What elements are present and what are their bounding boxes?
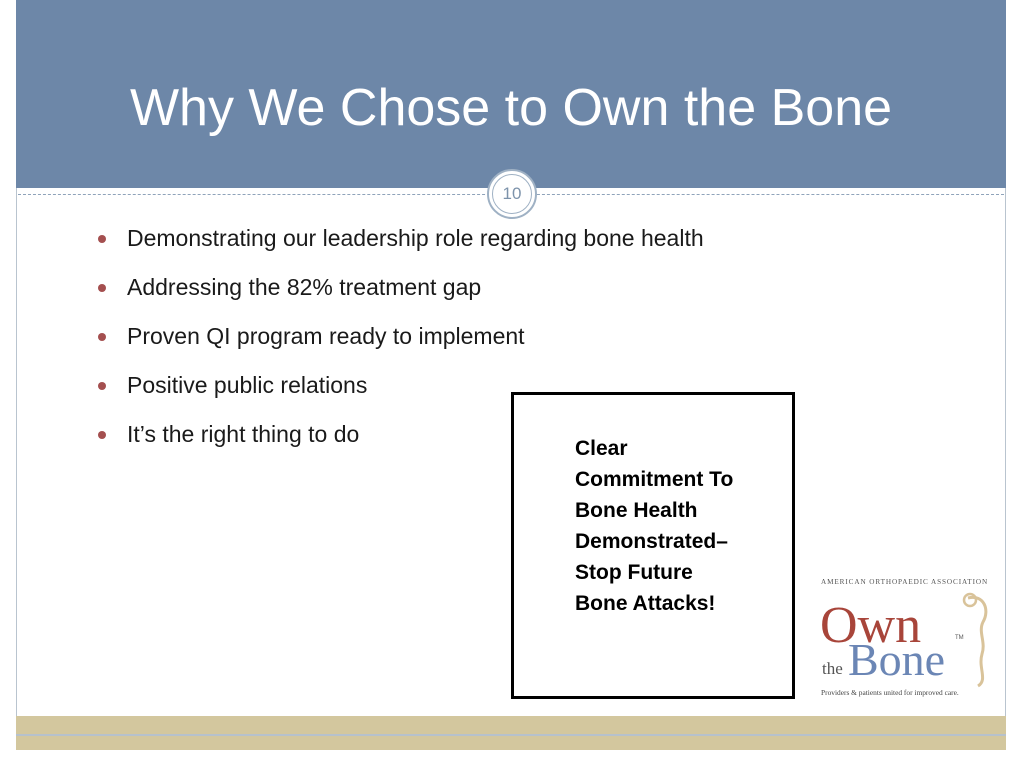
slide-number-badge <box>487 169 537 219</box>
bullet-dot-icon <box>98 333 106 341</box>
logo-tagline: Providers & patients united for improved care. <box>821 688 959 697</box>
bullet-text: Positive public relations <box>127 372 368 398</box>
footer-band <box>16 716 1006 734</box>
bullet-dot-icon <box>98 284 106 292</box>
logo-word-the: the <box>822 659 843 678</box>
logo-org-text: AMERICAN ORTHOPAEDIC ASSOCIATION <box>821 578 989 586</box>
slide-title: Why We Chose to Own the Bone <box>129 79 893 137</box>
bullet-text: Addressing the 82% treatment gap <box>127 274 482 300</box>
bullet-dot-icon <box>98 382 106 390</box>
callout-line: Stop Future <box>575 561 693 584</box>
callout-line: Bone Attacks! <box>575 592 716 615</box>
logo-graphic <box>818 576 1004 704</box>
callout-line: Demonstrated– <box>575 530 728 553</box>
logo-word-bone: Bone <box>848 634 946 685</box>
bullet-item <box>96 318 704 367</box>
callout-text <box>575 433 785 619</box>
bullet-dot-icon <box>98 235 106 243</box>
callout-box <box>511 392 795 699</box>
bullet-text: It’s the right thing to do <box>127 421 360 447</box>
slide-number: 10 <box>492 174 532 214</box>
slide-header <box>16 0 1006 188</box>
footer-band-bottom <box>16 736 1006 750</box>
bullet-item <box>96 220 704 269</box>
callout-line: Commitment To <box>575 468 734 491</box>
bullet-dot-icon <box>98 431 106 439</box>
bullet-item <box>96 269 704 318</box>
figure-outline-icon <box>968 597 986 686</box>
callout-line: Clear <box>575 437 628 460</box>
bullet-text: Proven QI program ready to implement <box>127 323 525 349</box>
logo-word-own: Own <box>820 597 922 654</box>
figure-head-icon <box>964 594 976 606</box>
bullet-text: Demonstrating our leadership role regarding bone health <box>127 225 704 251</box>
own-the-bone-logo <box>818 576 1004 704</box>
logo-trademark: TM <box>955 635 964 641</box>
callout-line: Bone Health <box>575 499 698 522</box>
